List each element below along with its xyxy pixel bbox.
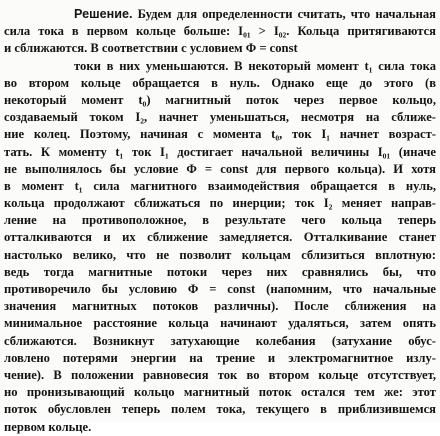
text-line: не выполнялось бы условие Φ = const для первого кольца). И хотя [4,161,436,176]
text-line: в момент t₁ сила магнитного взаимодействия обращается в нуль, [4,178,436,193]
text-line: сила тока в первом кольце больше: I₀₁ > I₀₂. Кольца притягиваются [4,24,436,39]
solution-text [4,6,436,436]
text-line: отталкиваются и их сближение замедляется. Отталкивание станет [4,230,436,245]
text-line: поток обусловлен теперь полем тока, текущего в приблизившемся [4,402,436,417]
text-line: токи в них уменьшаются. В некоторый момент t₁ сила тока [74,58,436,73]
text-line: создаваемый током I₂, начнет уменьшаться, несмотря на сближе- [4,110,436,125]
text-line: сближаются. Возникнут затухающие колебания (затухание обус- [4,333,436,348]
text-line: ловлено потерями энергии на трение и электромагнитное излу- [4,350,436,365]
text-line: чение). В положении равновесия ток во втором кольце отсутствует, [4,367,436,382]
text-line: во втором кольце обращается в нуль. Однако еще до этого (в [4,75,436,90]
text-line: но пронизывающий кольцо магнитный поток остался тем же: этот [4,385,436,400]
text-line: Решение. Будем для определенности считать, что начальная [74,7,436,21]
solution-heading: Решение. [74,7,133,21]
text-line: ление на противоположное, в результате чего кольца теперь [4,213,436,228]
text-line: противоречило бы условию Φ = const (напомним, что начальные [4,282,436,296]
text-line: ведь тогда магнитные потоки через них сравнялись бы, что [4,264,436,279]
text-line: ние колец. Поэтому, начиная с момента t₀, ток I₁ начнет возраст- [4,127,436,142]
text-line: некоторый момент t₀) магнитный поток через первое кольцо, [4,92,436,107]
text-line: настолько велико, что не позволит кольцам сблизиться вплотную: [4,247,436,262]
text-line: первом кольце. [4,419,92,434]
text-line: значения магнитных потоков различны). После сближения на [4,299,436,314]
text-line: кольца продолжают сближаться по инерции; ток I₂ меняет направ- [4,196,436,211]
text-line: минимальное расстояние кольца начинают удаляться, затем опять [4,316,436,331]
text-line: тать. К моменту t₁ ток I₁ достигает начальной величины I₀₁ (иначе [4,144,436,159]
text-line: и сближаются. В соответствии с условием Φ = const [4,41,298,56]
